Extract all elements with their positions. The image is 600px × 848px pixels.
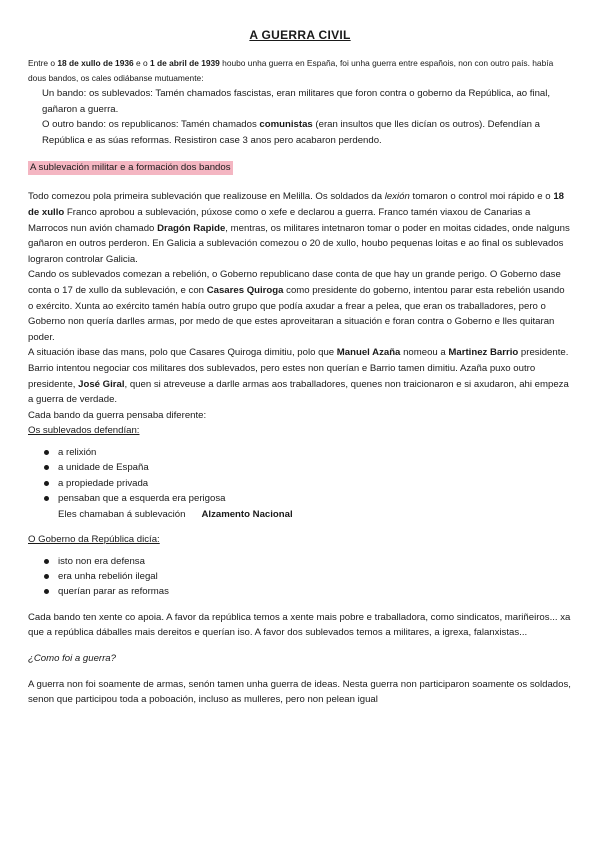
- list-item: pensaban que a esquerda era perigosa: [44, 491, 572, 506]
- body-paragraph-1: Todo comezou pola primeira sublevación que realizouse en Melilla. Os soldados da lexión tomaron o control moi rápido e o 18 de xullo Franco aprobou a sublevación, púxose como o xefe e declarou a guerra. Franco tamén viaxou de Canarias a Marrocos nun avión chamado Dragón Rapide, mentras, os militares intetnaron tomar o poder en moitas cidades, onde nalguns gañaron en outros perderon. En Galicia a sublevación comezou o 20 de xullo, houbo pequenas loitas e ao final os sublevados lograron controlar Galicia.: [28, 191, 570, 265]
- last-paragraph: A guerra non foi soamente de armas, senón tamen unha guerra de ideas. Nesta guerra non participaron soamente os soldados, senon que participou toda a poboación, incluso as mulleres, pero non pelean igual: [28, 678, 571, 706]
- page-title: A GUERRA CIVIL: [249, 28, 351, 42]
- body-paragraph-2: Cando os sublevados comezan a rebelión, o Goberno republicano dase conta de que hay un grande perigo. O Goberno dase conta o 17 de xullo da sublevación, e con Casares Quiroga como presidente do goberno, intentou parar esta rebelión usando o exército. Xunta ao exército tamén había outro grupo que podía axudar a frear a pelea, que eran os traballadores, pero o Goberno non quería darlles armas, por medo de que estes aproveitaran a situación e foran contra o Goberno e lles quitaran poder.: [28, 269, 565, 343]
- list-subline: Eles chamaban á sublevación Alzamento Nacional: [58, 508, 293, 520]
- list-item: era unha rebelión ilegal: [44, 569, 572, 584]
- sublevados-list-heading: Os sublevados defendían:: [28, 425, 140, 437]
- sublevados-paragraph: Un bando: os sublevados: Tamén chamados fascistas, eran militares que foron contra o goberno da República, ao final, gañaron a guerra.: [42, 88, 551, 115]
- support-paragraph: Cada bando ten xente co apoia. A favor da república temos a xente mais pobre e traballadora, como sindicatos, mariñeiros... xa que a república dáballes mais dereitos e querían iso. A favor dos sublevados temos a militares, a igrexa, falanxistas...: [28, 611, 571, 639]
- question-heading: ¿Como foi a guerra?: [28, 652, 116, 664]
- goberno-list-heading: O Goberno da República dicía:: [28, 533, 160, 545]
- sublevados-list: [28, 445, 572, 522]
- list-item: a propiedade privada: [44, 476, 572, 491]
- intro-paragraph: Entre o 18 de xullo de 1936 e o 1 de abril de 1939 houbo unha guerra en España, foi unha guerra entre españois, non con outro país. había dous bandos, os cales odiábanse mutuamente:: [28, 58, 554, 83]
- list-item: a unidade de España: [44, 460, 572, 475]
- republicanos-paragraph: O outro bando: os republicanos: Tamén chamados comunistas (eran insultos que lles dicían os outros). Defendían a República e as súas reformas. Resistiron case 3 anos pero acabaron perdendo.: [42, 119, 540, 146]
- goberno-list: [28, 554, 572, 600]
- list-item: a relixión: [44, 445, 572, 460]
- list-item: querían parar as reformas: [44, 584, 572, 599]
- body-paragraph-4: Cada bando da guerra pensaba diferente:: [28, 409, 207, 421]
- list-item: isto non era defensa: [44, 554, 572, 569]
- body-paragraph-3: A situación ibase das mans, polo que Casares Quiroga dimitiu, polo que Manuel Azaña nomeou a Martinez Barrio presidente. Barrio intentou negociar cos militares dos sublevados, pero estes non querían e Barrio tamen dimitiu. Azaña puxo outro presidente, José Giral, quen si atreveuse a darlle armas aos traballadores, quenes non traicionaron e si axudaron, ahi empeza a guerra de verdade.: [28, 347, 569, 406]
- section-heading: A sublevación militar e a formación dos bandos: [30, 162, 231, 174]
